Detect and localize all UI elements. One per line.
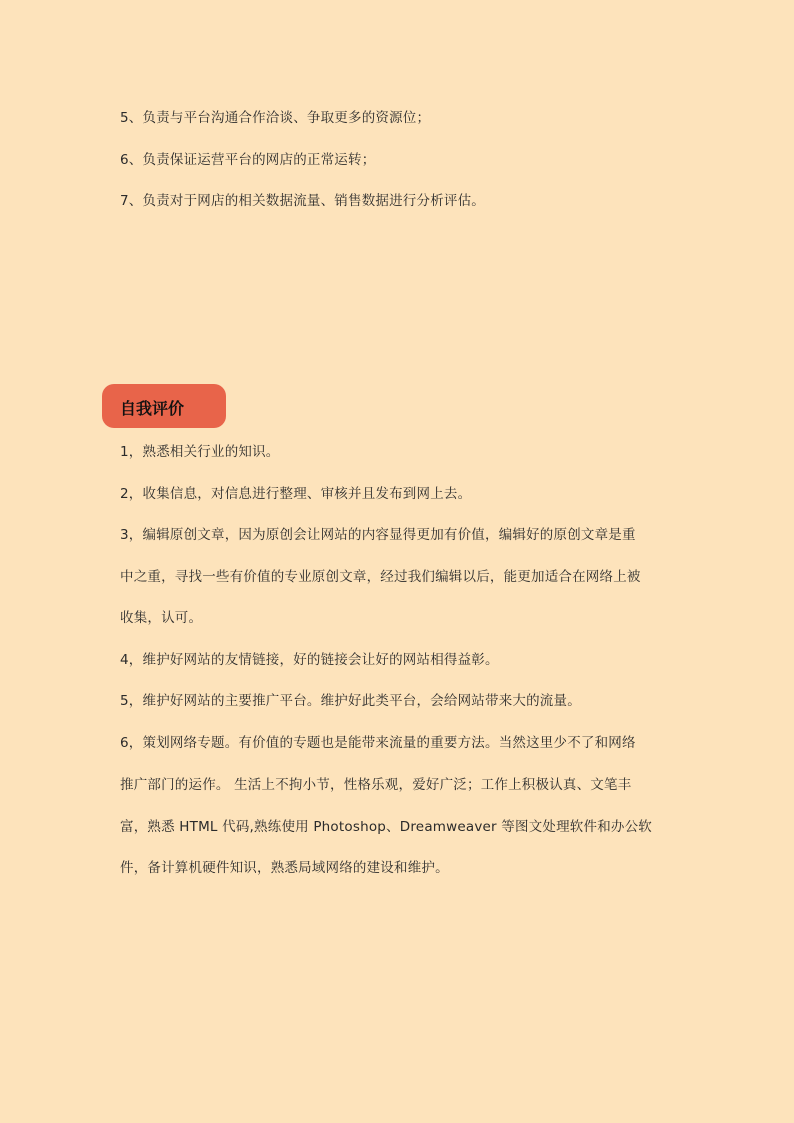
evaluation-line: 6，策划网络专题。有价值的专题也是能带来流量的重要方法。当然这里少不了和网络: [120, 735, 636, 751]
evaluation-line: 4，维护好网站的友情链接，好的链接会让好的网站相得益彰。: [120, 652, 499, 668]
evaluation-line: 中之重，寻找一些有价值的专业原创文章，经过我们编辑以后，能更加适合在网络上被: [120, 569, 641, 585]
duty-item-5: 5、负责与平台沟通合作洽谈、争取更多的资源位；: [120, 110, 431, 126]
evaluation-line: 2，收集信息，对信息进行整理、审核并且发布到网上去。: [120, 486, 472, 502]
evaluation-line: 推广部门的运作。 生活上不拘小节，性格乐观，爱好广泛；工作上积极认真、文笔丰: [120, 777, 632, 793]
evaluation-line: 件，备计算机硬件知识，熟悉局域网络的建设和维护。: [120, 860, 449, 876]
duty-item-6: 6、负责保证运营平台的网店的正常运转；: [120, 152, 376, 168]
section-title: 自我评价: [120, 399, 185, 418]
duty-item-7: 7、负责对于网店的相关数据流量、销售数据进行分析评估。: [120, 193, 485, 209]
evaluation-line: 5，维护好网站的主要推广平台。维护好此类平台，会给网站带来大的流量。: [120, 693, 581, 709]
evaluation-line: 收集，认可。: [120, 610, 203, 626]
evaluation-line: 1，熟悉相关行业的知识。: [120, 444, 280, 460]
evaluation-line: 3，编辑原创文章，因为原创会让网站的内容显得更加有价值，编辑好的原创文章是重: [120, 527, 636, 543]
evaluation-line: 富，熟悉 HTML 代码,熟练使用 Photoshop、Dreamweaver 等图文处理软件和办公软: [120, 819, 652, 835]
